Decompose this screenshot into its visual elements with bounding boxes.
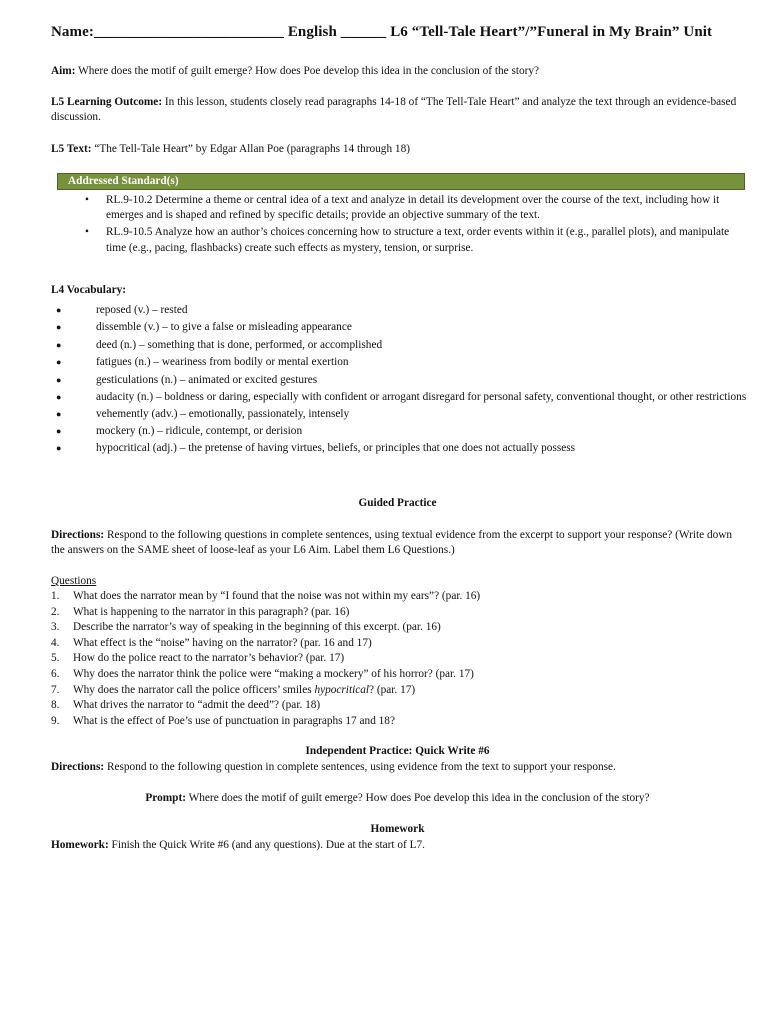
- standards-header-bar: Addressed Standard(s): [57, 173, 745, 190]
- aim-text: Where does the motif of guilt emerge? How does Poe develop this idea in the conclusion of the story?: [75, 65, 540, 77]
- questions-list: [51, 589, 744, 729]
- vocab-item: [51, 423, 751, 440]
- homework-title: [51, 822, 744, 837]
- standard-item: [85, 193, 745, 223]
- standard-item: [85, 225, 745, 255]
- standards-list: [85, 193, 745, 258]
- bullet-icon: ●: [56, 408, 62, 419]
- question-text: What is the effect of Poe’s use of punctuation in paragraphs 17 and 18?: [73, 714, 395, 727]
- prompt-label: Prompt:: [145, 792, 186, 804]
- l5-text-line: [51, 142, 744, 157]
- vocab-item: [51, 372, 751, 389]
- vocab-text: hypocritical (adj.) – the pretense of having virtues, beliefs, or principles that one does not actually possess: [96, 442, 576, 455]
- bullet-icon: ●: [56, 305, 62, 315]
- vocab-text: audacity (n.) – boldness or daring, especially with confident or arrogant disregard for personal safety, conventional thought, or other restrictions: [96, 391, 747, 404]
- bullet-icon: •: [85, 226, 89, 239]
- vocab-text: vehemently (adv.) – emotionally, passionately, intensely: [96, 407, 350, 420]
- outcome-text: In this lesson, students closely read paragraphs 14-18 of “The Tell-Tale Heart” and analyze the text through an evidence-based discussion.: [51, 96, 737, 124]
- vocabulary-title-text: L4 Vocabulary:: [51, 284, 127, 296]
- vocab-item: [51, 389, 751, 406]
- question-text: Why does the narrator think the police were “making a mockery” of his horror? (par. 17): [73, 667, 474, 680]
- question-text: What drives the narrator to “admit the deed”? (par. 18): [73, 699, 321, 712]
- guided-practice-title: [51, 496, 744, 511]
- vocab-item: [51, 440, 751, 457]
- question-item: [51, 683, 744, 699]
- l5-text-label: L5 Text:: [51, 143, 92, 155]
- question-number: 9.: [51, 714, 60, 727]
- question-number: 6.: [51, 667, 60, 680]
- homework-label: Homework:: [51, 839, 109, 851]
- question-number: 1.: [51, 590, 60, 602]
- questions-heading: [51, 574, 744, 589]
- question-number: 5.: [51, 652, 60, 665]
- learning-outcome: [51, 95, 744, 125]
- independent-practice-title-text: Independent Practice: Quick Write #6: [305, 745, 490, 757]
- standard-text: RL.9-10.5 Analyze how an author’s choices concerning how to structure a text, order events within it (e.g., parallel plots), and manipulate time (e.g., pacing, flashbacks) create such effects as mystery, tension, or surprise.: [106, 226, 730, 254]
- bullet-icon: ●: [56, 374, 62, 385]
- vocab-text: fatigues (n.) – weariness from bodily or mental exertion: [96, 356, 349, 369]
- bullet-icon: ●: [56, 357, 62, 368]
- bullet-icon: •: [85, 194, 89, 206]
- vocab-item: [51, 354, 751, 371]
- vocab-item: [51, 406, 751, 423]
- vocab-item: [51, 302, 751, 319]
- question-text: How do the police react to the narrator’s behavior? (par. 17): [73, 652, 345, 665]
- question-item: [51, 698, 744, 714]
- prompt-line: [51, 791, 744, 806]
- question-number: 2.: [51, 605, 60, 618]
- homework-title-text: Homework: [370, 823, 425, 835]
- bullet-icon: ●: [56, 339, 62, 350]
- homework-text: Finish the Quick Write #6 (and any questions). Due at the start of L7.: [108, 839, 425, 851]
- question-number: 4.: [51, 636, 60, 649]
- bullet-icon: ●: [56, 426, 62, 437]
- question-text: Describe the narrator’s way of speaking in the beginning of this excerpt. (par. 16): [73, 621, 441, 634]
- guided-directions: [51, 528, 744, 558]
- vocab-item: [51, 319, 751, 336]
- vocabulary-title: [51, 283, 744, 298]
- question-number: 7.: [51, 683, 60, 696]
- page-header: Name:_________________________ English ______ L6 “Tell-Tale Heart”/”Funeral in My Brain” Unit: [51, 24, 713, 40]
- bullet-icon: ●: [56, 322, 62, 333]
- vocab-text: dissemble (v.) – to give a false or misleading appearance: [96, 321, 352, 334]
- question-text-before: Why does the narrator call the police officers’ smiles: [73, 683, 315, 696]
- independent-practice-title: [51, 744, 744, 759]
- directions-label: Directions:: [51, 529, 105, 541]
- question-item: [51, 651, 744, 667]
- bullet-icon: ●: [56, 443, 62, 454]
- directions-label: Directions:: [51, 761, 105, 773]
- outcome-label: L5 Learning Outcome:: [51, 96, 163, 108]
- independent-directions: [51, 760, 744, 775]
- guided-practice-title-text: Guided Practice: [358, 497, 437, 509]
- question-text: What does the narrator mean by “I found that the noise was not within my ears”? (par. 16): [73, 590, 481, 602]
- vocab-text: gesticulations (n.) – animated or excited gestures: [96, 373, 318, 386]
- bullet-icon: ●: [56, 392, 62, 403]
- question-text: What effect is the “noise” having on the narrator? (par. 16 and 17): [73, 636, 372, 649]
- vocab-item: [51, 337, 751, 354]
- directions-text: Respond to the following question in complete sentences, using evidence from the text to support your response.: [104, 761, 616, 773]
- question-item: [51, 605, 744, 621]
- questions-heading-text: Questions: [51, 575, 97, 587]
- question-item: [51, 589, 744, 605]
- question-item: [51, 620, 744, 636]
- vocabulary-list: [51, 302, 751, 458]
- vocab-text: deed (n.) – something that is done, performed, or accomplished: [96, 338, 383, 351]
- directions-text: Respond to the following questions in complete sentences, using textual evidence from the excerpt to support your response? (Write down the answers on the SAME sheet of loose-leaf as your L6 Aim. Label them L6 Questions.): [51, 529, 733, 557]
- question-item: [51, 636, 744, 652]
- question-number: 8.: [51, 699, 60, 712]
- question-number: 3.: [51, 621, 60, 634]
- vocab-text: mockery (n.) – ridicule, contempt, or derision: [96, 425, 303, 438]
- standard-text: RL.9-10.2 Determine a theme or central idea of a text and analyze in detail its development over the course of the text, including how it emerges and is shaped and refined by specific details; provide an objective summary of the text.: [106, 194, 720, 222]
- prompt-text: Where does the motif of guilt emerge? How does Poe develop this idea in the conclusion of the story?: [185, 792, 650, 804]
- question-text-after: ? (par. 17): [369, 683, 416, 696]
- l5-text-value: “The Tell-Tale Heart” by Edgar Allan Poe (paragraphs 14 through 18): [91, 143, 410, 155]
- aim-line: [51, 64, 744, 79]
- question-text: What is happening to the narrator in this paragraph? (par. 16): [73, 605, 350, 618]
- question-item: [51, 714, 744, 730]
- question-text-italic: hypocritical: [314, 683, 370, 696]
- aim-label: Aim:: [51, 65, 76, 77]
- question-item: [51, 667, 744, 683]
- homework-line: [51, 838, 744, 853]
- vocab-text: reposed (v.) – rested: [96, 304, 188, 316]
